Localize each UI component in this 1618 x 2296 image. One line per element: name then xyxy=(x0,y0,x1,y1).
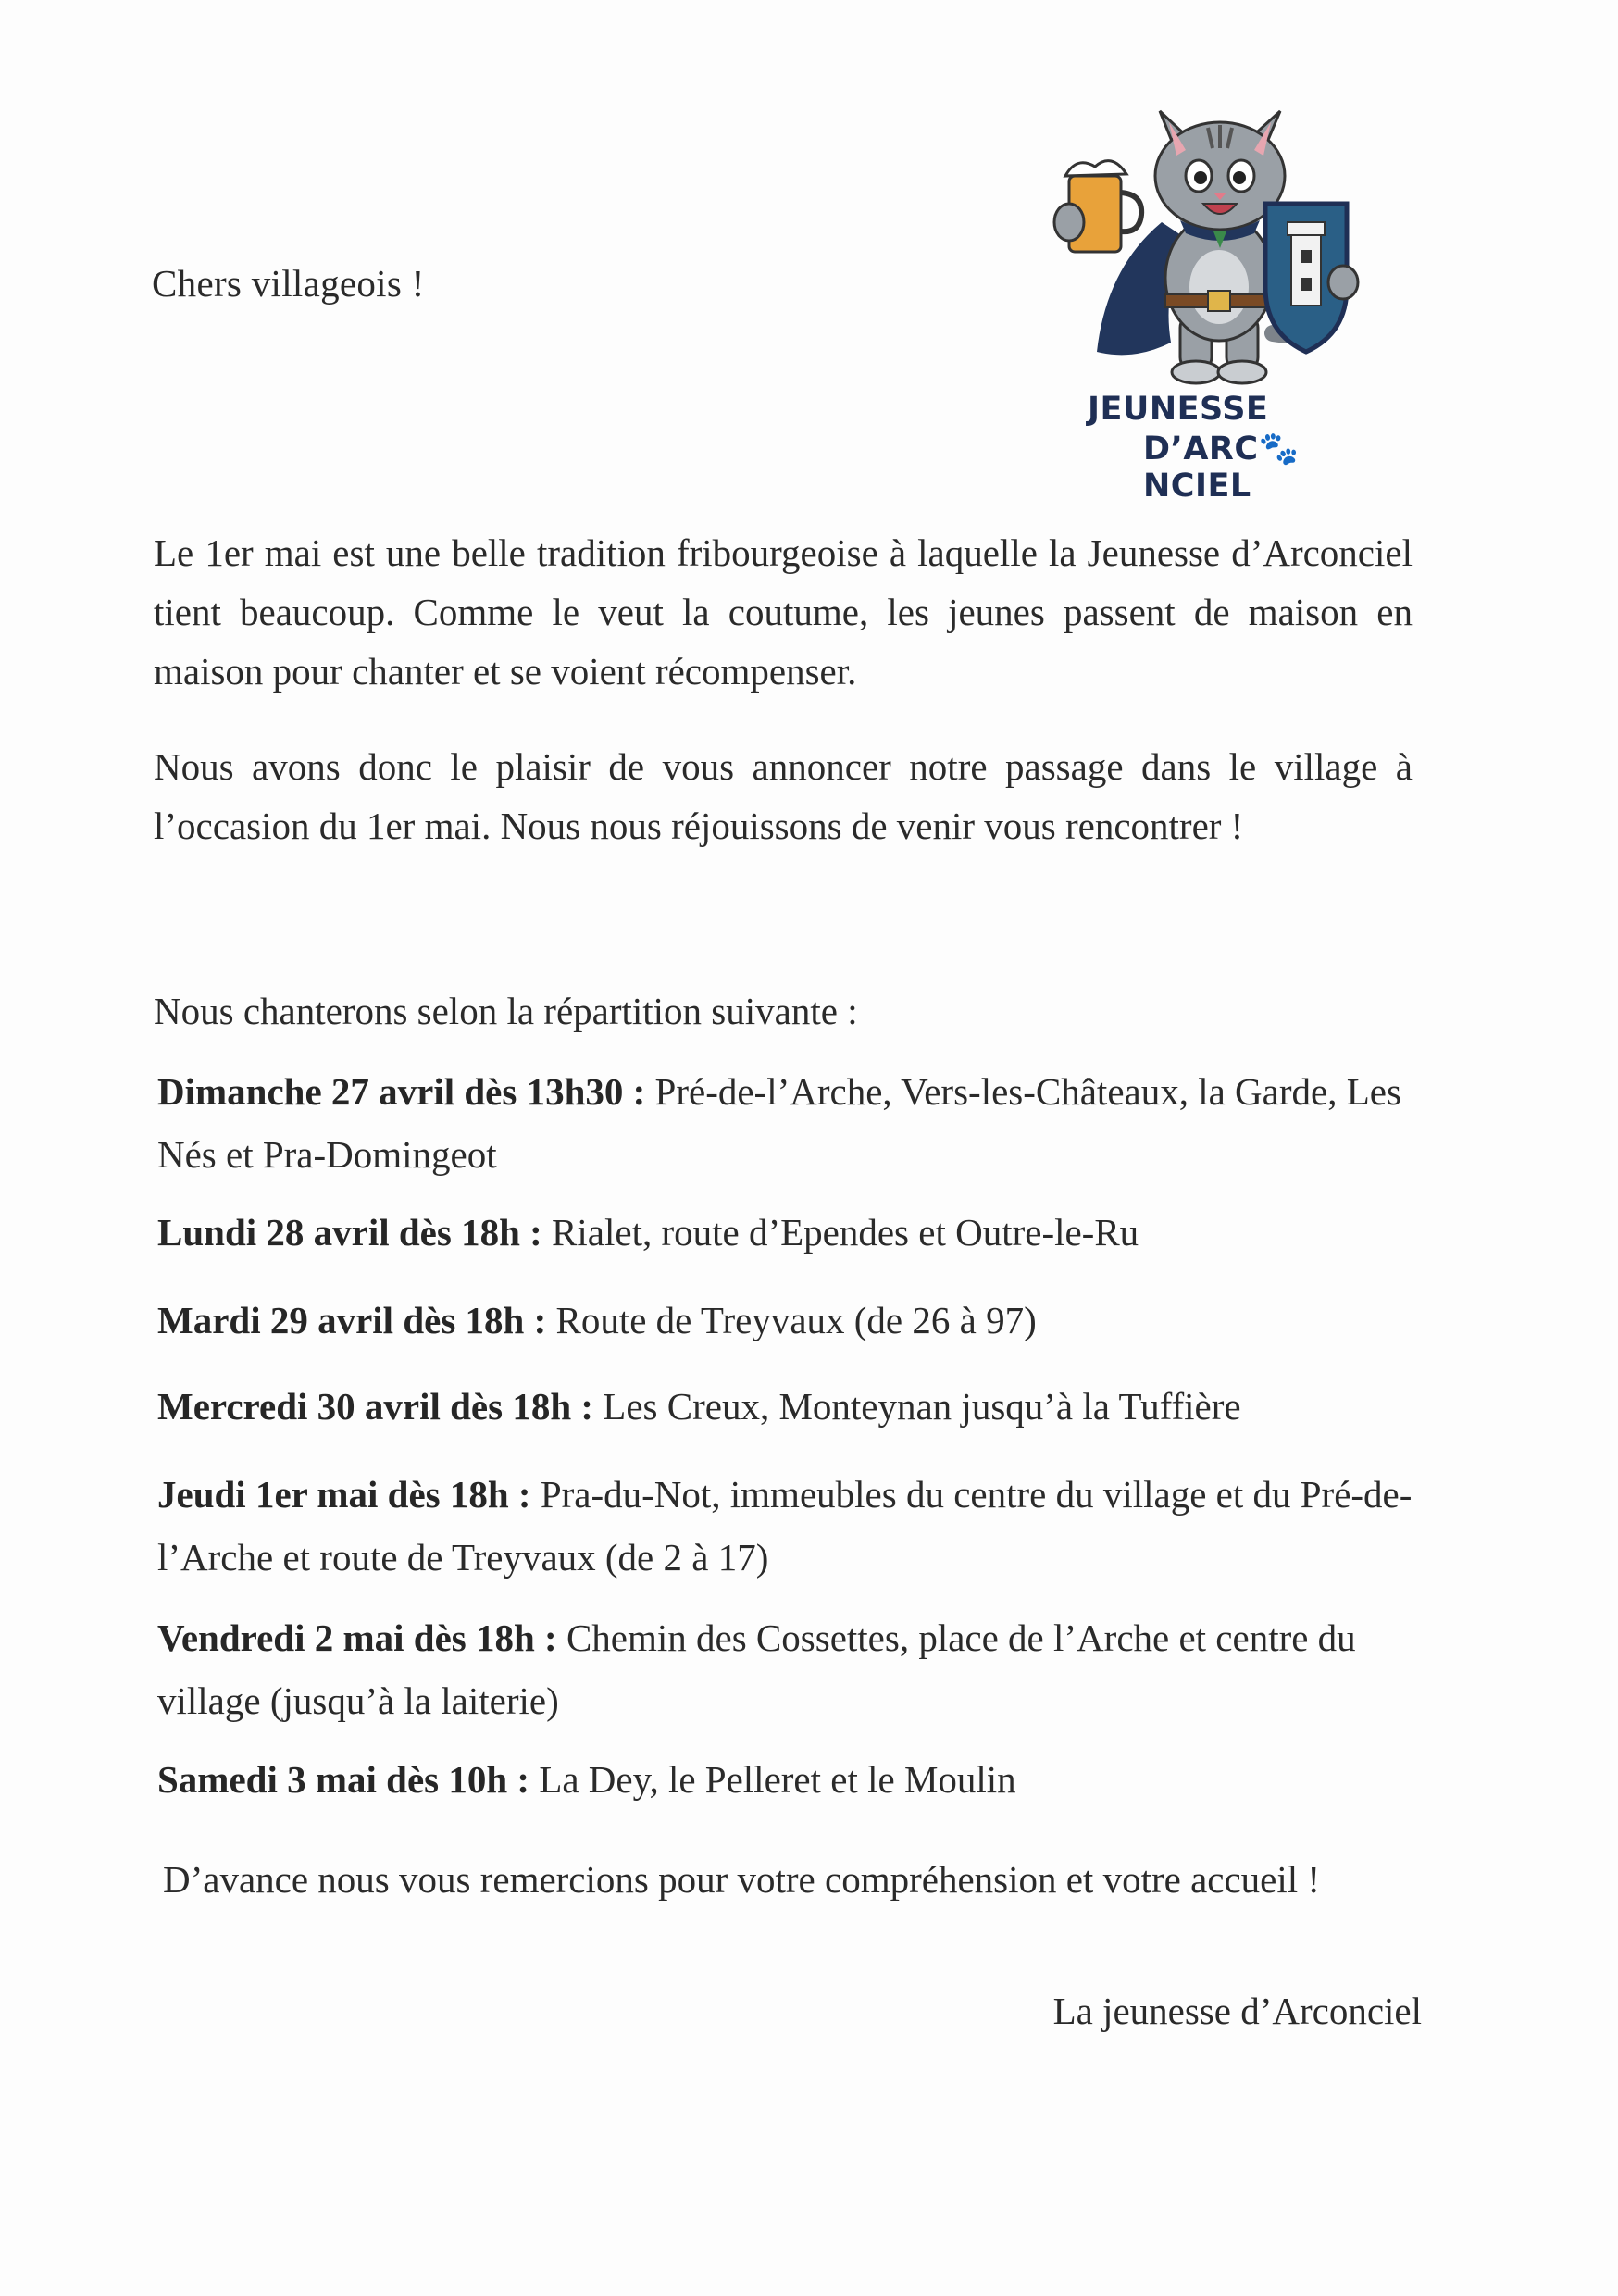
schedule-day: Lundi 28 avril dès 18h : xyxy=(157,1211,542,1254)
schedule-intro: Nous chanterons selon la répartition suivante : xyxy=(154,990,858,1032)
schedule-places: La Dey, le Pelleret et le Moulin xyxy=(529,1758,1016,1801)
schedule-places: Pré-de-l’Arche, Vers-les-Châteaux, la Garde, Les Nés et Pra-Domingeot xyxy=(157,1070,1401,1176)
jeunesse-logo xyxy=(1051,83,1384,505)
schedule-day: Mercredi 30 avril dès 18h : xyxy=(157,1385,594,1428)
schedule-item xyxy=(157,1060,1421,1186)
closing-paragraph: D’avance nous vous remercions pour votre compréhension et votre accueil ! xyxy=(163,1858,1321,1901)
schedule-places: Chemin des Cossettes, place de l’Arche et centre du village (jusqu’à la laiterie) xyxy=(157,1616,1356,1722)
schedule-day: Mardi 29 avril dès 18h : xyxy=(157,1299,547,1341)
logo-text-line2: D’ARC🐾NCIEL xyxy=(1143,430,1300,505)
schedule-day: Vendredi 2 mai dès 18h : xyxy=(157,1616,557,1659)
schedule-day: Dimanche 27 avril dès 13h30 : xyxy=(157,1070,646,1113)
intro-paragraph: Le 1er mai est une belle tradition fribourgeoise à laquelle la Jeunesse d’Arconciel tient beaucoup. Comme le veut la coutume, les jeunes passent de maison en maison pour chanter et se voient récompenser. xyxy=(154,531,1413,693)
schedule-item xyxy=(157,1201,1421,1264)
schedule-day: Jeudi 1er mai dès 18h : xyxy=(157,1473,531,1516)
schedule-item xyxy=(157,1606,1421,1732)
signature: La jeunesse d’Arconciel xyxy=(1052,1990,1422,2032)
schedule-places: Rialet, route d’Ependes et Outre-le-Ru xyxy=(541,1211,1139,1254)
logo-text-line1: JEUNESSE xyxy=(1088,391,1269,428)
greeting: Chers villageois ! xyxy=(152,262,425,305)
schedule-places: Les Creux, Monteynan jusqu’à la Tuffière xyxy=(593,1385,1241,1428)
schedule-item xyxy=(157,1748,1421,1811)
schedule-item xyxy=(157,1289,1421,1352)
schedule-day: Samedi 3 mai dès 10h : xyxy=(157,1758,530,1801)
schedule-item xyxy=(157,1463,1421,1589)
schedule-places: Pra-du-Not, immeubles du centre du village et du Pré-de-l’Arche et route de Treyvaux (de 2 à 17) xyxy=(157,1473,1413,1578)
schedule-places: Route de Treyvaux (de 26 à 97) xyxy=(546,1299,1037,1341)
cat-mascot-icon xyxy=(1051,83,1384,389)
announcement-paragraph: Nous avons donc le plaisir de vous annoncer notre passage dans le village à l’occasion du 1er mai. Nous nous réjouissons de venir vous rencontrer ! xyxy=(154,745,1413,847)
schedule-item xyxy=(157,1375,1421,1438)
